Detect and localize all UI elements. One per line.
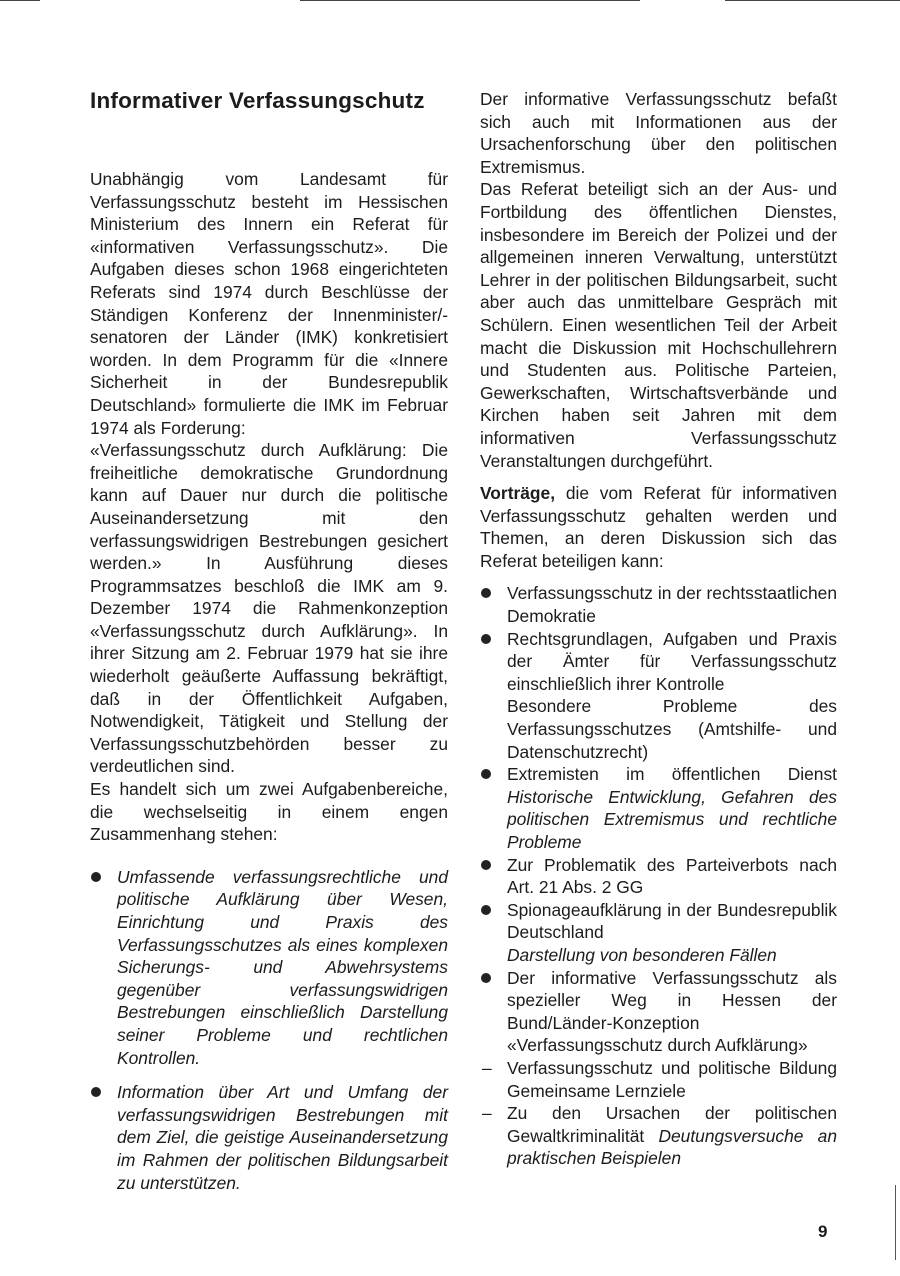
- list-item: [480, 1057, 837, 1102]
- right-column: [480, 88, 837, 1170]
- item-italic: Historische Entwicklung, Gefahren des politischen Extremismus und rechtliche Probleme: [507, 786, 837, 852]
- list-item: [480, 582, 837, 627]
- lectures-list: [480, 582, 837, 1169]
- item-text: Der informative Verfassungsschutz als spezieller Weg in Hessen der Bund/Länder-Konzeption «Verfassungsschutz durch Aufklärung»: [507, 967, 837, 1056]
- list-item: [480, 1102, 837, 1170]
- left-column: [90, 88, 448, 1206]
- item-text: Spionageaufklärung in der Bundesrepublik Deutschland: [507, 899, 837, 943]
- areas-paragraph: Es handelt sich um zwei Aufgabenbereiche, die wechselseitig in einem engen Zusammenhang stehen:: [90, 779, 448, 845]
- research-paragraph: Der informative Verfassungsschutz befaßt sich auch mit Informationen aus der Ursachenforschung über den politischen Extremismus.: [480, 89, 837, 177]
- item-italic: Deutungsversuche an praktischen Beispielen: [507, 1125, 837, 1169]
- item-text: Verfassungsschutz in der rechtsstaatlichen Demokratie: [507, 583, 837, 627]
- lectures-paragraph: [480, 482, 837, 572]
- list-item: [480, 899, 837, 967]
- item-text: Zur Problematik des Parteiverbots nach Art. 21 Abs. 2 GG: [507, 854, 837, 898]
- training-paragraph: Das Referat beteiligt sich an der Aus- und Fortbildung des öffentlichen Dienstes, insbesondere im Bereich der Polizei und der allgemeinen inneren Verwaltung, unterstützt Lehrer in der politischen Bildungsarbeit, sucht aber auch das unmittelbare Gespräch mit Schülern. Einen wesentlichen Teil der Arbeit macht die Diskussion mit Hochschullehrern und Studenten aus. Politische Parteien, Gewerkschaften, Wirtschaftsverbände und Kirchen haben seit Jahren mit dem informativen Verfassungsschutz Veranstaltungen durchgeführt.: [480, 179, 837, 471]
- item-italic: Darstellung von besonderen Fällen: [507, 944, 777, 965]
- quote-paragraph: «Verfassungsschutz durch Aufklärung: Die freiheitliche demokratische Grundordnung kann auf Dauer nur durch die politische Auseinandersetzung mit den verfassungswidrigen Bestrebungen gesichert werden.» In Ausführung dieses Programmsatzes beschloß die IMK am 9. Dezember 1974 die Rahmenkonzeption «Verfassungsschutz durch Aufklärung». In ihrer Sitzung am 2. Februar 1979 hat sie ihre wiederholt geäußerte Auffassung bekräftigt, daß in der Öffentlichkeit Aufgaben, Notwendigkeit, Tätigkeit und Stellung der Verfassungsschutzbehörden besser zu verdeutlichen sind.: [90, 440, 448, 777]
- list-item: [480, 763, 837, 853]
- top-rule-left: [0, 0, 40, 1]
- margin-line: [895, 1185, 896, 1260]
- lectures-text: die vom Referat für informativen Verfassungsschutz gehalten werden und Themen, an deren Diskussion sich das Referat beteiligen kann:: [480, 483, 837, 571]
- page-number: 9: [818, 1222, 828, 1241]
- list-item: [480, 854, 837, 899]
- item-text: Verfassungsschutz und politische Bildung Gemeinsame Lernziele: [507, 1057, 837, 1101]
- item-subtext: Besondere Probleme des Verfassungsschutzes (Amtshilfe- und Datenschutzrecht): [507, 696, 837, 762]
- item-text: Rechtsgrundlagen, Aufgaben und Praxis der Ämter für Verfassungsschutz einschließlich ihrer Kontrolle: [507, 628, 837, 694]
- list-item: Information über Art und Umfang der verfassungswidrigen Bestrebungen mit dem Ziel, die geistige Auseinandersetzung im Rahmen der politischen Bildungsarbeit zu unterstützen.: [90, 1081, 448, 1194]
- top-rule-right: [725, 0, 900, 1]
- list-item: Umfassende verfassungsrechtliche und politische Aufklärung über Wesen, Einrichtung und Praxis des Verfassungsschutzes als eines komplexen Sicherungs- und Abwehrsystems gegenüber verfassungswidrigen Bestrebungen einschließlich Darstellung seiner Probleme und rechtlichen Kontrollen.: [90, 866, 448, 1069]
- tasks-list: [90, 866, 448, 1194]
- list-item: [480, 628, 837, 764]
- intro-paragraph: Unabhängig vom Landesamt für Verfassungsschutz besteht im Hessischen Ministerium des Innern ein Referat für «informativen Verfassungsschutz». Die Aufgaben dieses schon 1968 eingerichteten Referats sind 1974 durch Beschlüsse der Ständigen Konferenz der Innenminister/-senatoren der Länder (IMK) konkretisiert worden. In dem Programm für die «Innere Sicherheit in der Bundesrepublik Deutschland» formulierte die IMK im Februar 1974 als Forderung:: [90, 169, 448, 438]
- lectures-label: Vorträge,: [480, 483, 556, 504]
- list-item: [480, 967, 837, 1057]
- page-title: Informativer Verfassungschutz: [90, 88, 425, 113]
- item-text: Zu den Ursachen der politischen Gewaltkriminalität: [507, 1103, 837, 1146]
- top-rule-center: [300, 0, 640, 1]
- item-text: Extremisten im öffentlichen Dienst: [507, 764, 837, 785]
